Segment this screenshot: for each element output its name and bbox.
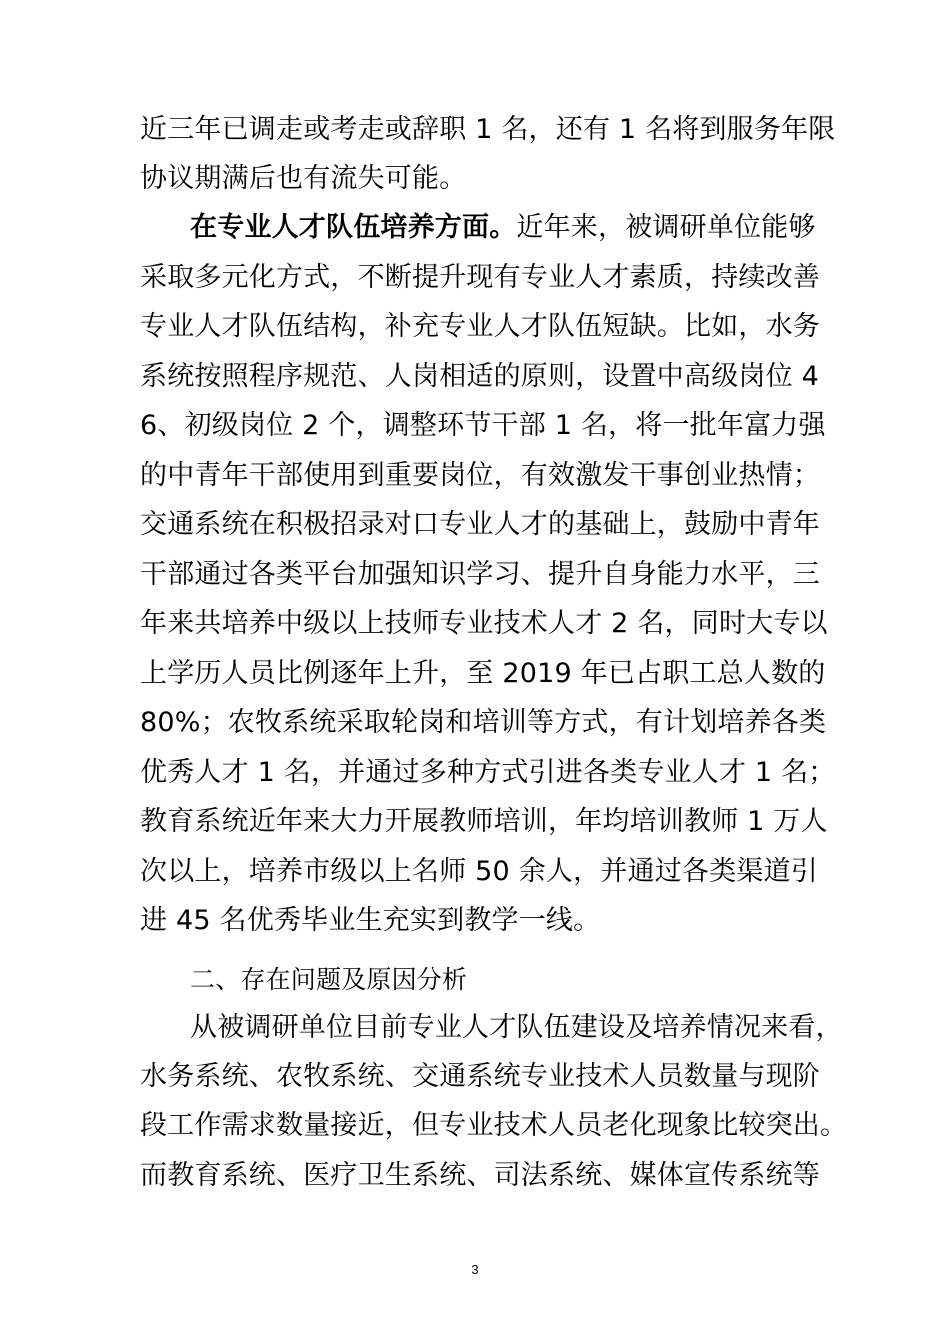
text-line: 协议期满后也有流失可能。 bbox=[140, 163, 467, 194]
text-line: 次以上，培养市级以上名师 50 余人，并通过各类渠道引 bbox=[140, 856, 818, 887]
text-line: 上学历人员比例逐年上升，至 2019 年已占职工总人数的 bbox=[140, 658, 826, 689]
text-line: 教育系统近年来大力开展教师培训，年均培训教师 1 万人 bbox=[140, 806, 828, 837]
text-line: 干部通过各类平台加强知识学习、提升自身能力水平，三 bbox=[140, 559, 820, 590]
text-line: 优秀人才 1 名，并通过多种方式引进各类专业人才 1 名； bbox=[140, 757, 836, 788]
text-line: 年来共培养中级以上技师专业技术人才 2 名，同时大专以 bbox=[140, 608, 828, 639]
text-line: 近三年已调走或考走或辞职 1 名，还有 1 名将到服务年限 bbox=[140, 114, 836, 145]
text-line: 水务系统、农牧系统、交通系统专业技术人员数量与现阶 bbox=[140, 1061, 820, 1092]
text-line: 从被调研单位目前专业人才队伍建设及培养情况来看， bbox=[190, 1012, 843, 1043]
section-heading: 二、存在问题及原因分析 bbox=[190, 965, 468, 994]
text-line: 进 45 名优秀毕业生充实到教学一线。 bbox=[140, 905, 601, 936]
text-line: 交通系统在积极招录对口专业人才的基础上，鼓励中青年 bbox=[140, 509, 820, 540]
text-line: 采取多元化方式，不断提升现有专业人才素质，持续改善 bbox=[140, 262, 820, 293]
text-line: 而教育系统、医疗卫生系统、司法系统、媒体宣传系统等 bbox=[140, 1160, 820, 1191]
text-line: 6、初级岗位 2 个，调整环节干部 1 名，将一批年富力强 bbox=[140, 410, 826, 441]
paragraph-first-line bbox=[190, 203, 816, 252]
text-line: 系统按照程序规范、人岗相适的原则，设置中高级岗位 4 bbox=[140, 361, 819, 392]
text-line: 专业人才队伍结构，补充专业人才队伍短缺。比如，水务 bbox=[140, 311, 820, 342]
text-line: 的中青年干部使用到重要岗位，有效激发干事创业热情； bbox=[140, 460, 820, 491]
text-line: 近年来，被调研单位能够 bbox=[516, 212, 816, 243]
page-number: 3 bbox=[471, 1262, 479, 1277]
text-line: 80%；农牧系统采取轮岗和培训等方式，有计划培养各类 bbox=[140, 707, 827, 738]
text-line: 段工作需求数量接近，但专业技术人员老化现象比较突出。 bbox=[140, 1110, 848, 1141]
bold-heading: 在专业人才队伍培养方面。 bbox=[190, 212, 517, 243]
